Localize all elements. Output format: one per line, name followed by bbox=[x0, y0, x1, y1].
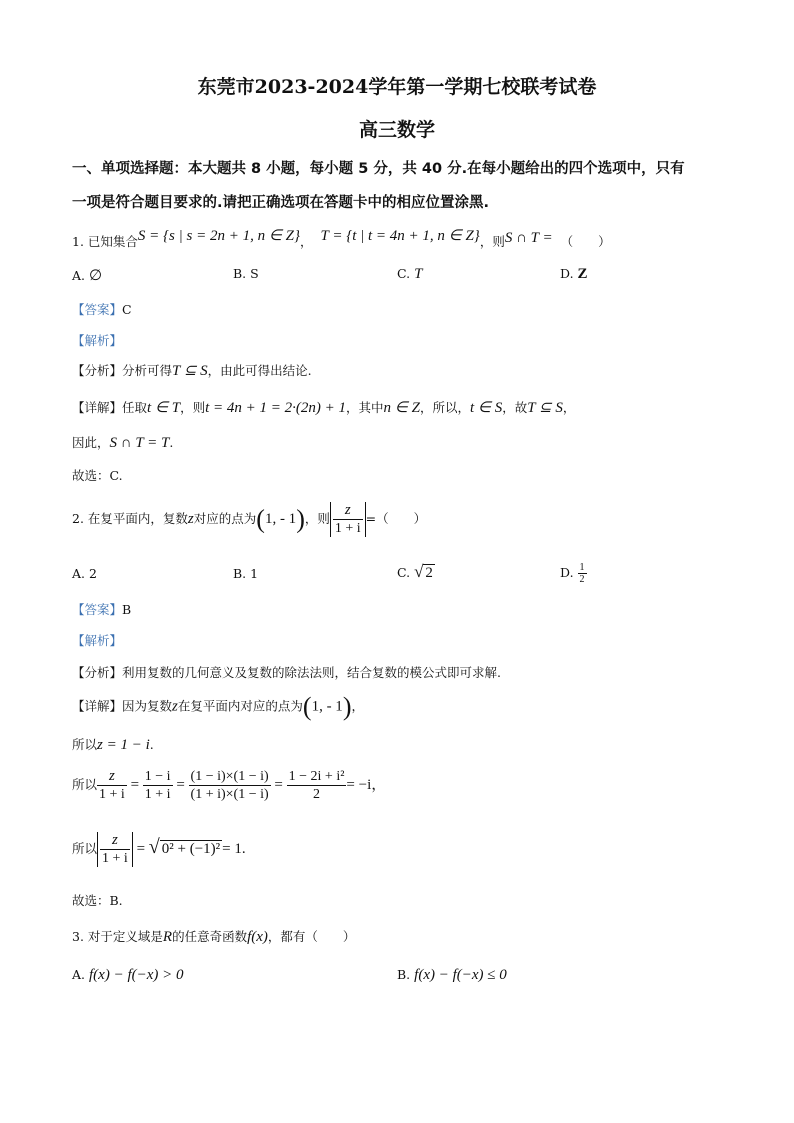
q1-option-d: D. Z bbox=[560, 266, 588, 282]
exam-title: 东莞市2023-2024学年第一学期七校联考试卷 bbox=[197, 76, 597, 98]
q2-answer: 【答案】B bbox=[72, 602, 132, 617]
q2-fenxi: 【分析】利用复数的几何意义及复数的除法法则，结合复数的模公式即可求解. bbox=[72, 665, 501, 680]
q2-analysis-tag: 【解析】 bbox=[72, 633, 123, 648]
q1-option-b: B. S bbox=[233, 266, 259, 281]
q1-choose: 故选：C. bbox=[72, 468, 123, 483]
section-instruction-line2: 一项是符合题目要求的.请把正确选项在答题卡中的相应位置涂黑. bbox=[72, 195, 490, 211]
q1-stem: 1. 已知集合S = {s | s = 2n + 1, n ∈ Z}， T = {t | t = 4n + 1, n ∈ Z}，则S ∩ T = （ ） bbox=[72, 228, 611, 249]
q2-option-a: A. 2 bbox=[72, 566, 97, 581]
q2-detail: 【详解】因为复数z在复平面内对应的点为(1, - 1)， bbox=[72, 692, 364, 721]
q3-option-a: A. f(x) − f(−x) > 0 bbox=[72, 967, 184, 983]
q1-expr: S ∩ T = bbox=[504, 230, 553, 246]
q1-detail: 【详解】任取t ∈ T，则t = 4n + 1 = 2·(2n) + 1，其中n ∈ Z，所以，t ∈ S，故T ⊆ S， bbox=[72, 400, 576, 416]
q3-stem: 3. 对于定义域是R的任意奇函数f(x)，都有（ ） bbox=[72, 929, 356, 945]
q1-fenxi: 【分析】分析可得T ⊆ S，由此可得出结论. bbox=[72, 363, 312, 379]
q1-option-c: C. T bbox=[397, 266, 423, 282]
q2-line2: 所以z = 1 − i. bbox=[72, 737, 154, 753]
q3-option-b: B. f(x) − f(−x) ≤ 0 bbox=[397, 967, 507, 983]
q2-choose: 故选：B. bbox=[72, 893, 123, 908]
q1-option-a: A. ∅ bbox=[72, 268, 103, 284]
q2-stem: 2. 在复平面内，复数z对应的点为(1, - 1)，则 $\frac{z}{1 + i}$ =（ ） bbox=[72, 502, 427, 536]
q1-analysis-tag: 【解析】 bbox=[72, 333, 123, 348]
subject-title: 高三数学 bbox=[358, 119, 435, 141]
q2-line3: 所以 $\frac{z}{1 + i}$ = $\frac{1 - i}{1 + i}$ = $\frac{(1 - i)\times(1 - i)}{(1 + i)\times(1 - i)}$ = $\frac{\text{1 − 2i + i²}}{2}$ = −i， bbox=[72, 768, 387, 802]
q1-set-s: S = {s | s = 2n + 1, n ∈ Z} bbox=[137, 228, 300, 244]
q2-line4: 所以 $\frac{z}{1 + i}$ = √ 0² + (−1)² = 1. bbox=[72, 832, 246, 866]
q2-option-d: D. $\frac{1}{2}$ bbox=[560, 562, 585, 585]
q2-option-b: B. 1 bbox=[233, 566, 259, 581]
section-instruction-line1: 一、单项选择题：本大题共 8 小题，每小题 5 分，共 40 分.在每小题给出的四个选项中，只有 bbox=[72, 161, 685, 177]
q1-answer: 【答案】C bbox=[72, 302, 132, 317]
q1-set-t: T = {t | t = 4n + 1, n ∈ Z} bbox=[320, 228, 480, 244]
q2-option-c: C. √ 2 bbox=[397, 562, 433, 581]
q1-thus: 因此，S ∩ T = T. bbox=[72, 435, 174, 451]
